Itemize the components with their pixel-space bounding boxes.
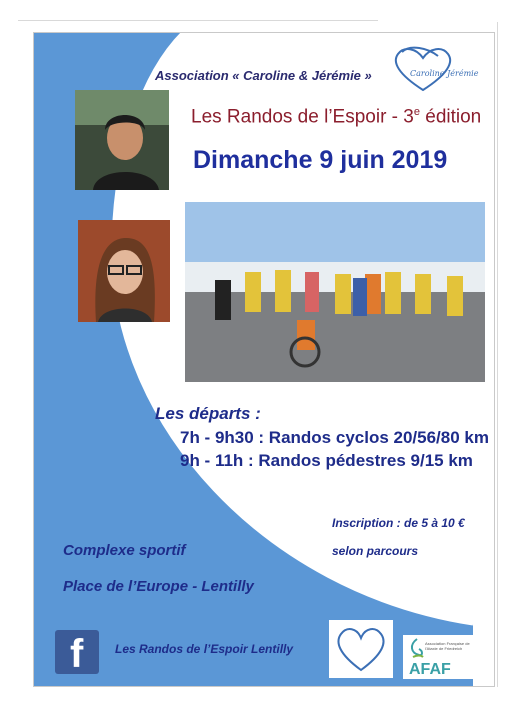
title-end: édition: [419, 106, 482, 128]
afaf-logo: [403, 635, 477, 679]
facebook-page-link[interactable]: Les Randos de l’Espoir Lentilly: [115, 642, 294, 656]
afaf-acronym: AFAF: [409, 661, 451, 678]
event-title: [191, 106, 481, 128]
heart-logo-small-icon: [329, 620, 393, 678]
departures-pedestres: 9h - 11h : Randos pédestres 9/15 km: [180, 451, 473, 470]
title-main: Les Randos de l’Espoir - 3: [191, 106, 414, 128]
registration-note: selon parcours: [332, 544, 419, 558]
logo-text: Caroline Jérémie: [410, 69, 479, 78]
afaf-swirl-icon: [407, 637, 425, 659]
registration-price: Inscription : de 5 à 10 €: [332, 516, 465, 530]
afaf-fullname: Association Française de l'Ataxie de Friedreich: [425, 641, 470, 651]
departures-heading: Les départs :: [155, 404, 261, 423]
portrait-photo-jeremie: [75, 90, 169, 190]
facebook-icon[interactable]: [55, 630, 99, 674]
facebook-glyph: f: [70, 632, 84, 676]
association-name: Association « Caroline & Jérémie »: [155, 68, 372, 83]
portrait-photo-caroline: [78, 220, 170, 322]
flyer: [33, 32, 495, 687]
departures-cyclos: 7h - 9h30 : Randos cyclos 20/56/80 km: [180, 428, 489, 447]
crop-line-right: [497, 22, 498, 687]
heart-logo-icon: [388, 44, 479, 94]
title-sup: e: [413, 106, 420, 118]
group-photo: [185, 202, 485, 382]
association-logo: [329, 620, 393, 678]
location-venue: Complexe sportif: [63, 542, 186, 559]
crop-line-top: [18, 20, 378, 21]
event-date: Dimanche 9 juin 2019: [193, 146, 448, 174]
location-address: Place de l’Europe - Lentilly: [63, 578, 254, 595]
